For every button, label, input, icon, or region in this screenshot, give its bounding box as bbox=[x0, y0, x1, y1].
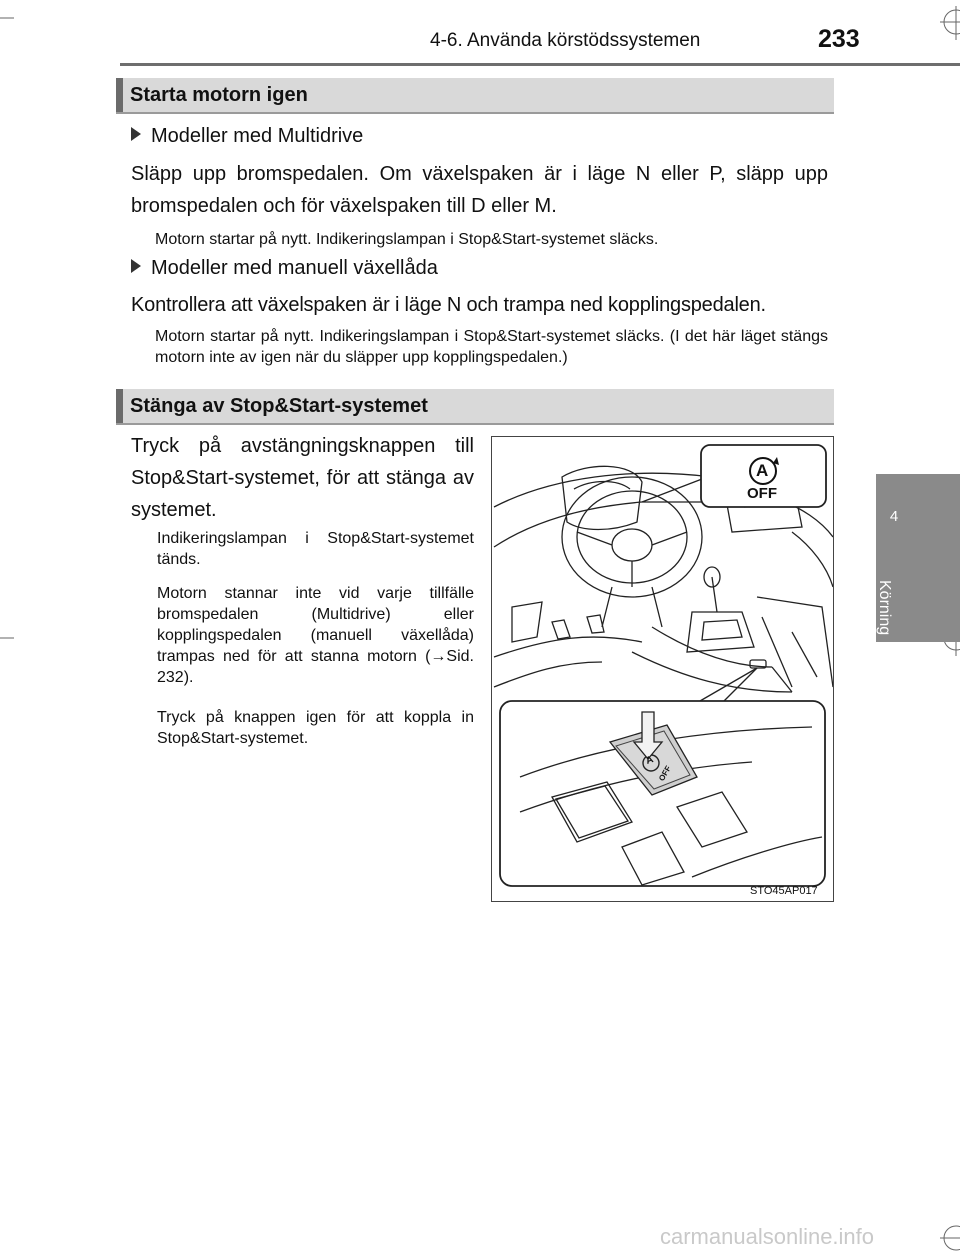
triangle-bullet-icon bbox=[131, 259, 141, 273]
callout-a-letter: A bbox=[756, 461, 769, 480]
header-section-title: 4-6. Använda körstödssystemen bbox=[430, 30, 701, 51]
paragraph-disable: Tryck på avstängningsknappen till Stop&Start-systemet, för att stänga av systemet. bbox=[131, 435, 474, 521]
note-indicator: Indikeringslampan i Stop&Start-systemet tänds. bbox=[157, 530, 474, 568]
note-manual: Motorn startar på nytt. Indikeringslampan i Stop&Start-systemet släcks. (I det här läget stängs motorn inte av igen när du släpper upp kopplingspedalen.) bbox=[155, 328, 828, 366]
section-heading-disable bbox=[116, 389, 834, 425]
section-heading-accent bbox=[116, 78, 123, 112]
section-heading-title: Stänga av Stop&Start-systemet bbox=[130, 395, 428, 417]
note-text: Motorn stannar inte vid varje tillfälle bromspedalen (Multidrive) eller kopplingspedalen (manuell växellåda) trampas ned för att stanna motorn ( bbox=[157, 585, 474, 665]
section-heading-accent bbox=[116, 389, 123, 423]
callout-off-label: OFF bbox=[747, 485, 777, 502]
bullet-label: Modeller med Multidrive bbox=[151, 125, 364, 147]
arrow-right-icon: → bbox=[430, 648, 447, 665]
paragraph-manual: Kontrollera att växelspaken är i läge N och trampa ned kopplingspedalen. bbox=[131, 294, 766, 316]
switch-off-label: OFF bbox=[657, 764, 673, 783]
bullet-label: Modeller med manuell växellåda bbox=[151, 257, 438, 279]
figure-code: STO45AP017 bbox=[750, 885, 818, 897]
header-rule bbox=[120, 63, 960, 66]
bullet-manual bbox=[131, 257, 438, 280]
paragraph-multidrive: Släpp upp bromspedalen. Om växelspaken är i läge N eller P, släpp upp bromspedalen och för växelspaken till D eller M. bbox=[131, 163, 828, 217]
figure-stop-start-switch bbox=[491, 436, 834, 902]
note-reactivate: Tryck på knappen igen för att koppla in Stop&Start-systemet. bbox=[157, 709, 474, 747]
chapter-tab-label: Körning bbox=[876, 580, 893, 636]
section-heading-title: Starta motorn igen bbox=[130, 84, 308, 106]
triangle-bullet-icon bbox=[131, 127, 141, 141]
watermark: carmanualsonline.info bbox=[660, 1224, 875, 1249]
page-reference-link[interactable]: Sid. 232). bbox=[157, 648, 474, 686]
note-engine-stop bbox=[157, 583, 474, 688]
chapter-tab-number: 4 bbox=[889, 508, 899, 525]
switch-a-letter: A bbox=[644, 754, 655, 767]
note-multidrive: Motorn startar på nytt. Indikeringslampan i Stop&Start-systemet släcks. bbox=[155, 231, 659, 248]
bullet-multidrive bbox=[131, 125, 363, 148]
page-number: 233 bbox=[818, 25, 860, 53]
car-interior-illustration bbox=[492, 437, 833, 901]
section-heading-restart bbox=[116, 78, 834, 114]
